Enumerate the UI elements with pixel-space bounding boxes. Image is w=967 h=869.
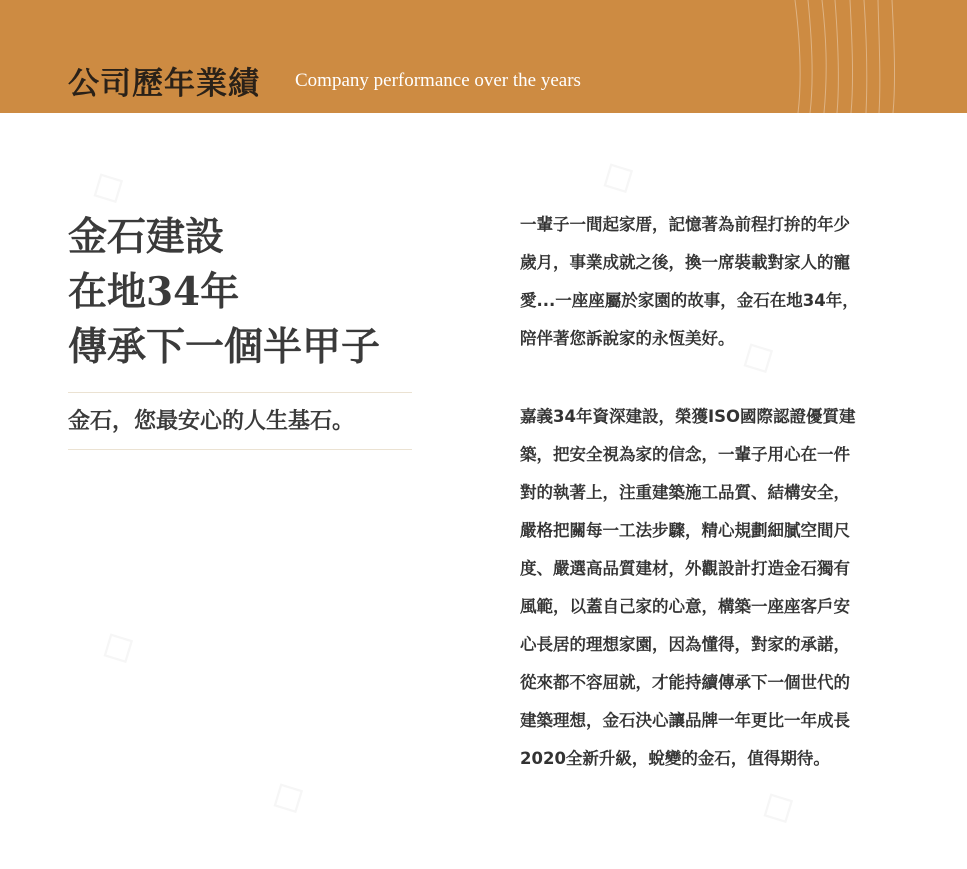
paragraph-line: 風範，以蓋自己家的心意，構築一座座客戶安: [520, 597, 850, 616]
tagline: 金石，您最安心的人生基石。: [68, 408, 355, 434]
paragraph-line: 陪伴著您訴說家的永恆美好。: [520, 329, 735, 348]
page-subtitle: Company performance over the years: [295, 70, 581, 91]
intro-paragraph: [520, 206, 910, 358]
paragraph-line: 心長居的理想家園，因為懂得，對家的承諾，: [520, 635, 850, 654]
headline-line: 金石建設: [68, 214, 225, 260]
paragraph-line: 對的執著上，注重建築施工品質、結構安全，: [520, 483, 850, 502]
headline-line: 傳承下一個半甲子: [68, 324, 381, 370]
paragraph-line: 2020全新升級，蛻變的金石，值得期待。: [520, 749, 830, 768]
paragraph-line: 建築理想，金石決心讓品牌一年更比一年成長: [520, 711, 850, 730]
paragraph-line: 歲月，事業成就之後，換一席裝載對家人的寵: [520, 253, 850, 272]
paragraph-line: 一輩子一間起家厝，記憶著為前程打拚的年少: [520, 215, 850, 234]
paragraph-line: 嘉義34年資深建設，榮獲ISO國際認證優質建: [520, 407, 856, 426]
paragraph-line: 築，把安全視為家的信念，一輩子用心在一件: [520, 445, 850, 464]
paragraph-line: 從來都不容屈就，才能持續傳承下一個世代的: [520, 673, 850, 692]
detail-paragraph: [520, 398, 910, 778]
divider: [68, 392, 412, 393]
watermark-icon: [590, 145, 644, 206]
headline-line: 在地34年: [68, 269, 240, 315]
watermark-icon: [260, 765, 314, 826]
page-title: 公司歷年業績: [68, 66, 260, 102]
watermark-icon: [90, 615, 144, 676]
divider: [68, 449, 412, 450]
paragraph-line: 度、嚴選高品質建材，外觀設計打造金石獨有: [520, 559, 850, 578]
decorative-lines-icon: [780, 0, 920, 113]
header-bar: [0, 0, 967, 113]
watermark-icon: [80, 155, 134, 216]
paragraph-line: 愛...一座座屬於家園的故事，金石在地34年，: [520, 291, 859, 310]
paragraph-line: 嚴格把關每一工法步驟，精心規劃細膩空間尺: [520, 521, 850, 540]
headline: [68, 210, 428, 375]
watermark-icon: [750, 775, 804, 836]
